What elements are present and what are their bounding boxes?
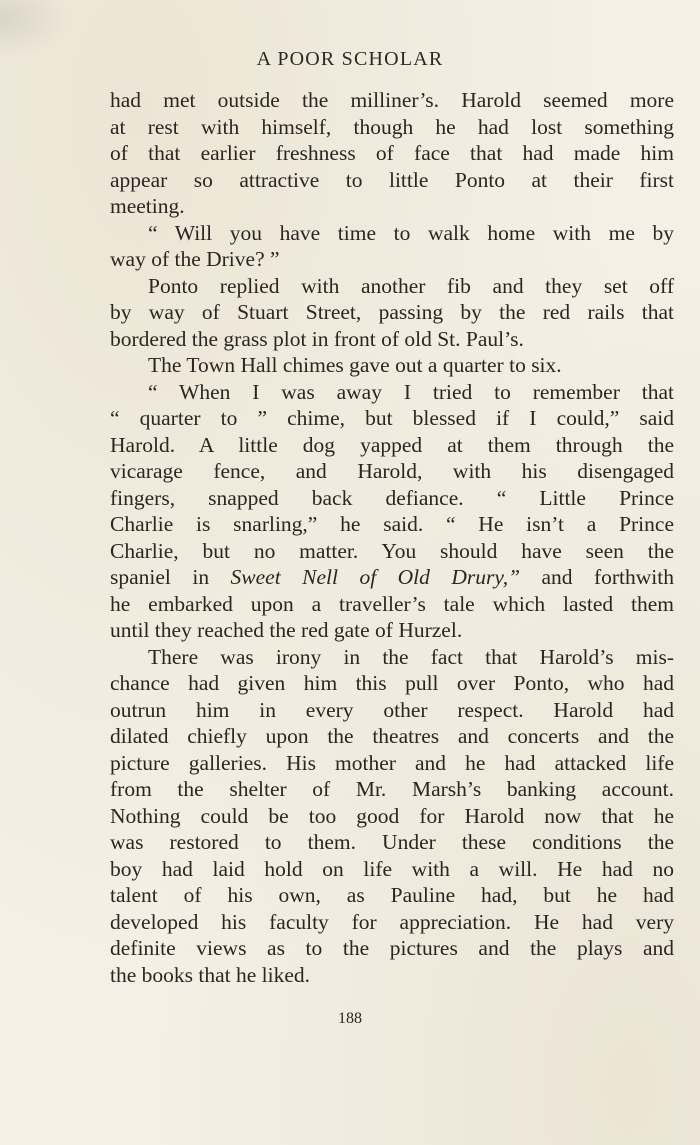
text-line: bordered the grass plot in front of old St. Paul’s.: [110, 326, 524, 351]
page-number: 188: [338, 1010, 362, 1027]
text-line: vicarage fence, and Harold, with his disengaged: [110, 459, 674, 483]
text-line: “ When I was away I tried to remember that: [148, 379, 674, 404]
body-text: [110, 87, 674, 988]
text-line: Charlie, but no matter. You should have seen the: [110, 538, 674, 563]
text-line: “ quarter to ” chime, but blessed if I could,” said: [110, 406, 674, 430]
text-segment: spaniel in: [110, 565, 231, 589]
text-line: was restored to them. Under these conditions the: [110, 830, 674, 854]
text-line: talent of his own, as Pauline had, but he had: [110, 883, 674, 907]
text-line: by way of Stuart Street, passing by the red rails that: [110, 300, 674, 324]
text-line: Charlie is snarling,” he said. “ He isn’t a Prince: [110, 512, 674, 536]
text-line: from the shelter of Mr. Marsh’s banking account.: [110, 777, 674, 801]
text-line: Harold. A little dog yapped at them through the: [110, 432, 674, 457]
text-line: the books that he liked.: [110, 962, 311, 987]
text-line: “ Will you have time to walk home with me by: [148, 220, 674, 245]
text-segment: and forthwith: [520, 565, 675, 589]
text-line: Nothing could be too good for Harold now that he: [110, 803, 674, 828]
text-line: had met outside the milliner’s. Harold seemed more: [110, 88, 674, 112]
text-line: of that earlier freshness of face that had made him: [110, 141, 674, 165]
text-line: way of the Drive? ”: [110, 247, 280, 271]
running-head: A POOR SCHOLAR: [256, 48, 444, 70]
text-line: chance had given him this pull over Ponto, who had: [110, 671, 674, 695]
text-line: developed his faculty for appreciation. He had very: [110, 909, 674, 934]
text-line: outrun him in every other respect. Harold had: [110, 697, 674, 722]
text-line: boy had laid hold on life with a will. He had no: [110, 856, 674, 881]
text-line: at rest with himself, though he had lost something: [110, 114, 674, 139]
text-line: definite views as to the pictures and the plays and: [110, 936, 674, 960]
text-line: meeting.: [110, 194, 185, 218]
text-line: fingers, snapped back defiance. “ Little Prince: [110, 485, 674, 510]
text-line: There was irony in the fact that Harold’s mis-: [148, 644, 674, 669]
text-line: appear so attractive to little Ponto at their first: [110, 167, 674, 192]
text-line: until they reached the red gate of Hurzel.: [110, 618, 463, 642]
italic-title: Sweet Nell of Old Drury,”: [230, 565, 521, 589]
text-line: he embarked upon a traveller’s tale which lasted them: [110, 591, 674, 616]
text-line: The Town Hall chimes gave out a quarter to six.: [148, 353, 562, 377]
text-line: Ponto replied with another fib and they set off: [148, 273, 674, 298]
text-line: picture galleries. His mother and he had attacked life: [110, 750, 674, 775]
text-line: [110, 564, 674, 591]
text-line: dilated chiefly upon the theatres and concerts and the: [110, 724, 674, 748]
